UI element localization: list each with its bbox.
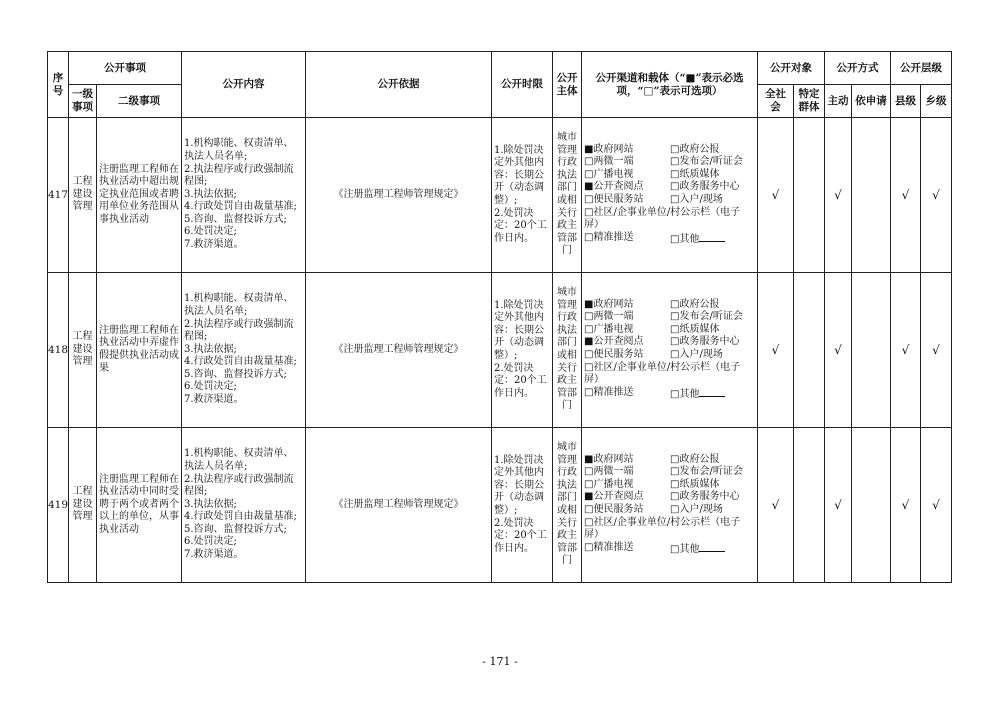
col-level-header: 公开层级 (891, 52, 952, 85)
col-mode-active-header: 主动 (825, 85, 852, 118)
content-list (182, 273, 306, 428)
channel-line (584, 387, 755, 402)
channel-option: □入户/现场 (670, 349, 723, 360)
channel-other-label: □其他 (670, 543, 700, 555)
channel-option: □社区/企事业单位/村公示栏（电子屏） (584, 361, 741, 386)
level-county-check: √ (891, 273, 921, 428)
content-list (182, 118, 306, 273)
row-number: 417 (48, 118, 69, 273)
channel-line (584, 504, 755, 517)
channel-line (584, 349, 755, 362)
col-target-all-header: 全社会 (758, 85, 794, 118)
channel-option: □政府公报 (670, 453, 720, 465)
channel-option: □两微一端 (584, 466, 634, 478)
channel-option: □便民服务站 (584, 194, 644, 205)
target-all-check: √ (758, 428, 794, 583)
channel-option: □广播电视 (584, 478, 634, 490)
channel-option: ■公开查阅点 (584, 336, 644, 348)
level-town-check: √ (921, 118, 952, 273)
col-content-header: 公开内容 (182, 52, 306, 118)
channel-line (584, 479, 755, 492)
page-number: - 171 - (482, 655, 518, 668)
content-line: 6.处罚决定; (184, 381, 237, 393)
content-line: 1.机构职能、权责清单、执法人员名单; (184, 138, 294, 162)
content-line: 7.救济渠道。 (184, 394, 244, 406)
table-row (48, 118, 952, 273)
content-line: 5.咨询、监督投诉方式; (184, 213, 287, 225)
col-level1-header: 一级事项 (69, 85, 97, 118)
channel-option: □纸质媒体 (670, 323, 720, 335)
level-county-check: √ (891, 428, 921, 583)
blank-line (699, 542, 725, 552)
col-level-county-header: 县级 (891, 85, 921, 118)
channel-option: □广播电视 (584, 323, 634, 335)
content-line: 6.处罚决定; (184, 226, 237, 238)
mode-request-check (852, 428, 891, 583)
content-line: 3.执法依据; (184, 188, 237, 200)
disclosure-subject: 城市管理行政执法部门或相关行政主管部门 (553, 273, 582, 428)
channel-option: □社区/企事业单位/村公示栏（电子屏） (584, 206, 741, 231)
channel-list (582, 428, 758, 583)
channel-option: □政府公报 (670, 143, 720, 155)
channel-option: ■公开查阅点 (584, 491, 644, 503)
col-target-specific-header: 特定群体 (794, 85, 825, 118)
channel-other-label: □其他 (670, 388, 700, 400)
content-line: 4.行政处罚自由裁量基准; (184, 511, 297, 523)
col-basis-header: 公开依据 (306, 52, 492, 118)
channel-line (584, 454, 755, 467)
blank-line (699, 232, 725, 242)
col-matter-header: 公开事项 (69, 52, 182, 85)
channel-line (584, 466, 755, 479)
col-subject-header: 公开主体 (553, 52, 582, 118)
channel-option: □便民服务站 (584, 349, 644, 360)
basis-text: 《注册监理工程师管理规定》 (306, 118, 492, 273)
col-mode-header: 公开方式 (825, 52, 891, 85)
channel-line (584, 181, 755, 194)
level-town-check: √ (921, 428, 952, 583)
channel-option: ■政府网站 (584, 143, 634, 155)
content-line: 2.执法程序或行政强制流程图; (184, 473, 294, 498)
basis-text: 《注册监理工程师管理规定》 (306, 428, 492, 583)
channel-option: □政务服务中心 (670, 336, 740, 348)
channel-option-other (670, 232, 725, 247)
level1-item: 工程建设管理 (69, 118, 97, 273)
level-town-check: √ (921, 273, 952, 428)
content-list (182, 428, 306, 583)
basis-text: 《注册监理工程师管理规定》 (306, 273, 492, 428)
channel-option: □入户/现场 (670, 194, 723, 205)
target-specific-check (794, 428, 825, 583)
channel-option: □政务服务中心 (670, 181, 740, 193)
mode-request-check (852, 118, 891, 273)
table-row (48, 273, 952, 428)
col-level2-header: 二级事项 (97, 85, 182, 118)
channel-option: ■公开查阅点 (584, 181, 644, 193)
channel-option: □两微一端 (584, 156, 634, 168)
channel-option: □发布会/听证会 (670, 156, 743, 168)
content-line: 4.行政处罚自由裁量基准; (184, 201, 297, 213)
mode-active-check: √ (825, 273, 852, 428)
channel-option: ■政府网站 (584, 453, 634, 465)
channel-option: ■政府网站 (584, 298, 634, 310)
disclosure-subject: 城市管理行政执法部门或相关行政主管部门 (553, 118, 582, 273)
level-county-check: √ (891, 118, 921, 273)
channel-option: □两微一端 (584, 311, 634, 323)
blank-line (699, 387, 725, 397)
channel-line (584, 299, 755, 312)
content-line: 7.救济渠道。 (184, 239, 244, 251)
channel-option-other (670, 542, 725, 557)
content-line: 7.救济渠道。 (184, 549, 244, 561)
channel-other-label: □其他 (670, 233, 700, 245)
time-limit: 1.除处罚决定外其他内容：长期公开（动态调整）; 2.处罚决定：20个工作日内。 (492, 118, 553, 273)
level2-item: 注册监理工程师在执业活动中超出规定执业范围或者聘用单位业务范围从事执业活动 (97, 118, 182, 273)
content-line: 4.行政处罚自由裁量基准; (184, 356, 297, 368)
level1-item: 工程建设管理 (69, 428, 97, 583)
channel-option: □精准推送 (584, 386, 634, 398)
channel-option: □政务服务中心 (670, 491, 740, 503)
target-all-check: √ (758, 273, 794, 428)
content-line: 1.机构职能、权责清单、执法人员名单; (184, 448, 294, 472)
content-line: 5.咨询、监督投诉方式; (184, 523, 287, 535)
level2-item: 注册监理工程师在执业活动中弄虚作假提供执业活动成果 (97, 273, 182, 428)
content-line: 1.机构职能、权责清单、执法人员名单; (184, 293, 294, 317)
col-level-town-header: 乡级 (921, 85, 952, 118)
channel-option: □纸质媒体 (670, 168, 720, 180)
level1-item: 工程建设管理 (69, 273, 97, 428)
target-specific-check (794, 273, 825, 428)
col-channels-header: 公开渠道和载体（“■”表示必选项，“□”表示可选项） (582, 52, 758, 118)
channel-list (582, 273, 758, 428)
channel-line (584, 336, 755, 349)
target-all-check: √ (758, 118, 794, 273)
channel-line (584, 311, 755, 324)
time-limit: 1.除处罚决定外其他内容：长期公开（动态调整）; 2.处罚决定：20个工作日内。 (492, 428, 553, 583)
disclosure-subject: 城市管理行政执法部门或相关行政主管部门 (553, 428, 582, 583)
row-number: 418 (48, 273, 69, 428)
channel-option: □纸质媒体 (670, 478, 720, 490)
content-line: 2.执法程序或行政强制流程图; (184, 318, 294, 343)
channel-option: □精准推送 (584, 231, 634, 243)
content-line: 3.执法依据; (184, 498, 237, 510)
channel-line (584, 156, 755, 169)
channel-option: □广播电视 (584, 168, 634, 180)
channel-option: □便民服务站 (584, 504, 644, 515)
channel-option: □发布会/听证会 (670, 311, 743, 323)
channel-option: □精准推送 (584, 541, 634, 553)
row-number: 419 (48, 428, 69, 583)
channel-line (584, 232, 755, 247)
mode-active-check: √ (825, 428, 852, 583)
content-line: 6.处罚决定; (184, 536, 237, 548)
channel-line (584, 542, 755, 557)
channel-option: □社区/企事业单位/村公示栏（电子屏） (584, 516, 741, 541)
target-specific-check (794, 118, 825, 273)
time-limit: 1.除处罚决定外其他内容：长期公开（动态调整）; 2.处罚决定：20个工作日内。 (492, 273, 553, 428)
mode-active-check: √ (825, 118, 852, 273)
channel-line (584, 491, 755, 504)
col-time-header: 公开时限 (492, 52, 553, 118)
channel-option: □入户/现场 (670, 504, 723, 515)
content-line: 5.咨询、监督投诉方式; (184, 368, 287, 380)
col-mode-request-header: 依申请 (852, 85, 891, 118)
channel-line (584, 169, 755, 182)
channel-line (584, 194, 755, 207)
channel-option: □发布会/听证会 (670, 466, 743, 478)
channel-line (584, 144, 755, 157)
level2-item: 注册监理工程师在执业活动中同时受聘于两个或者两个以上的单位，从事执业活动 (97, 428, 182, 583)
table-row (48, 428, 952, 583)
content-line: 2.执法程序或行政强制流程图; (184, 163, 294, 188)
channel-list (582, 118, 758, 273)
col-no-header: 序号 (48, 52, 69, 118)
channel-option-other (670, 387, 725, 402)
mode-request-check (852, 273, 891, 428)
channel-line (584, 324, 755, 337)
disclosure-table (47, 51, 952, 583)
content-line: 3.执法依据; (184, 343, 237, 355)
col-target-header: 公开对象 (758, 52, 825, 85)
channel-option: □政府公报 (670, 298, 720, 310)
